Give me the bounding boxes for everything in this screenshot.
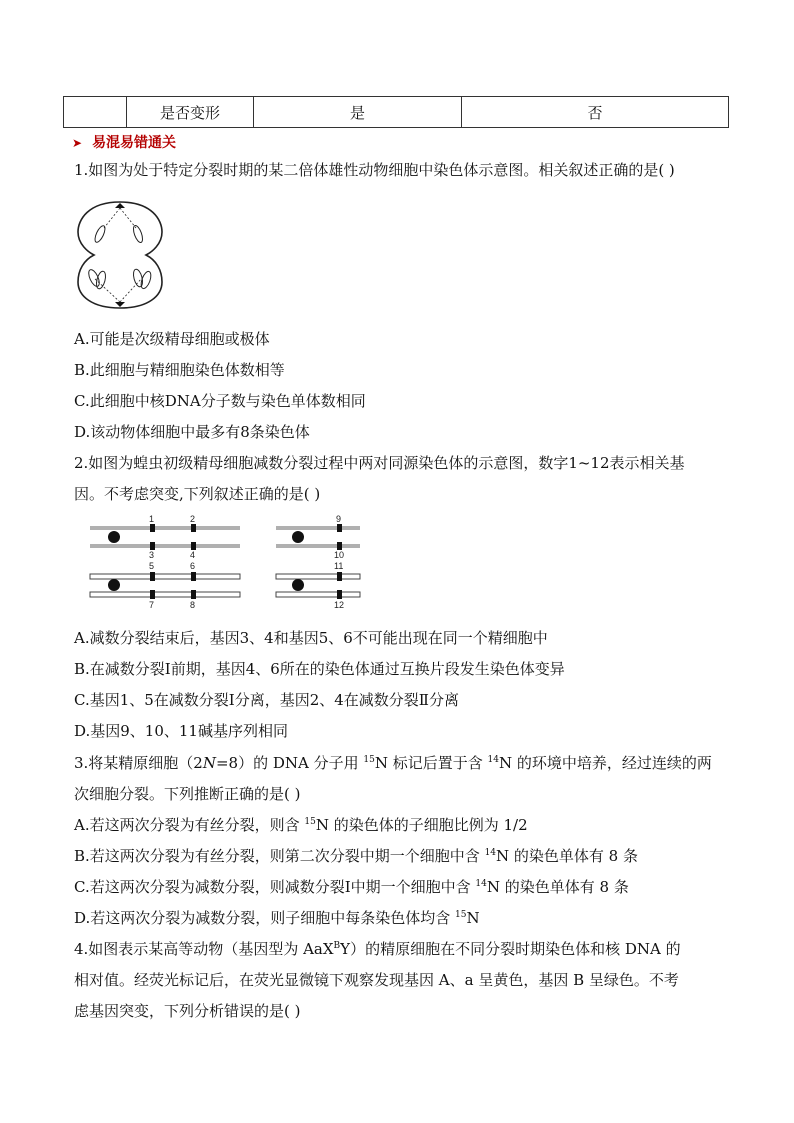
table-cell-yes: 是 [254,97,462,128]
gene-label: 6 [190,561,196,571]
arrow-right-icon: ➤ [72,136,83,150]
gene-label: 11 [334,561,344,571]
centromere [108,579,120,591]
q3-option-a: A.若这两次分裂为有丝分裂，则含 $^{15}$N 的染色体的子细胞比例为 1/2 [74,816,528,834]
gene-label: 3 [149,550,155,560]
chromosome-bar [90,574,240,579]
q1-option-d: D.该动物体细胞中最多有8条染色体 [74,423,310,441]
table-cell-empty [64,97,127,128]
q2-stem-line1: 2.如图为蝗虫初级精母细胞减数分裂过程中两对同源染色体的示意图，数字1~12表示相关基 [74,454,685,472]
chromosome-bar [90,592,240,597]
chromosome-bar [276,592,360,597]
section-title: 易混易错通关 [92,135,177,151]
gene-label: 5 [149,561,155,571]
q3-option-d: D.若这两次分裂为减数分裂，则子细胞中每条染色体均含 $^{15}$N [74,909,480,927]
table-cell-row-label: 是否变形 [127,97,254,128]
q1-stem: 1.如图为处于特定分裂时期的某二倍体雄性动物细胞中染色体示意图。相关叙述正确的是( ) [74,161,675,179]
q1-cell-figure [74,198,166,312]
q4-stem-line2: 相对值。经荧光标记后，在荧光显微镜下观察发现基因 A、a 呈黄色，基因 B 呈绿色。不考 [74,971,679,989]
centromere [292,531,304,543]
q1-option-a: A.可能是次级精母细胞或极体 [74,330,270,348]
table-cell-no: 否 [462,97,729,128]
chromosome-bar [90,544,240,548]
gene-label: 9 [336,514,342,524]
q3-option-b: B.若这两次分裂为有丝分裂，则第二次分裂中期一个细胞中含 $^{14}$N 的染色单体有 8 条 [74,847,638,865]
q2-stem-line2: 因。不考虑突变,下列叙述正确的是( ) [74,485,321,503]
gene-label: 1 [149,514,155,524]
section-heading [72,132,176,152]
chromosome-bar [276,526,360,530]
q4-stem-line1: 4.如图表示某高等动物（基因型为 AaX$^B$Y）的精原细胞在不同分裂时期染色体和核 DNA 的 [74,940,681,958]
q3-stem-line1: 3.将某精原细胞（2N=8）的 DNA 分子用 $^{15}$N 标记后置于含 $^{14}$N 的环境中培养，经过连续的两 [74,754,712,772]
q3-option-c: C.若这两次分裂为减数分裂，则减数分裂Ⅰ中期一个细胞中含 $^{14}$N 的染色单体有 8 条 [74,878,629,896]
q2-option-c: C.基因1、5在减数分裂Ⅰ分离，基因2、4在减数分裂Ⅱ分离 [74,691,460,709]
gene-label: 2 [190,514,196,524]
gene-label: 7 [149,600,155,610]
q1-option-b: B.此细胞与精细胞染色体数相等 [74,361,285,379]
chromosome-bar [276,544,360,548]
centromere [108,531,120,543]
q2-option-a: A.减数分裂结束后，基因3、4和基因5、6不可能出现在同一个精细胞中 [74,629,548,647]
gene-label: 10 [334,550,345,560]
chromosome-bar [276,574,360,579]
q2-option-b: B.在减数分裂Ⅰ前期，基因4、6所在的染色体通过互换片段发生染色体变异 [74,660,565,678]
gene-label: 8 [190,600,196,610]
q3-stem-line2: 次细胞分裂。下列推断正确的是( ) [74,785,301,803]
gene-label: 12 [334,600,345,610]
gene-label: 4 [190,550,196,560]
table-row [64,97,729,128]
centromere [292,579,304,591]
q4-stem-line3: 虑基因突变，下列分析错误的是( ) [74,1002,301,1020]
q1-option-c: C.此细胞中核DNA分子数与染色单体数相同 [74,392,366,410]
summary-table [63,96,729,128]
q2-chromosome-figure [80,512,370,614]
q2-option-d: D.基因9、10、11碱基序列相同 [74,722,288,740]
chromosome-bar [90,526,240,530]
